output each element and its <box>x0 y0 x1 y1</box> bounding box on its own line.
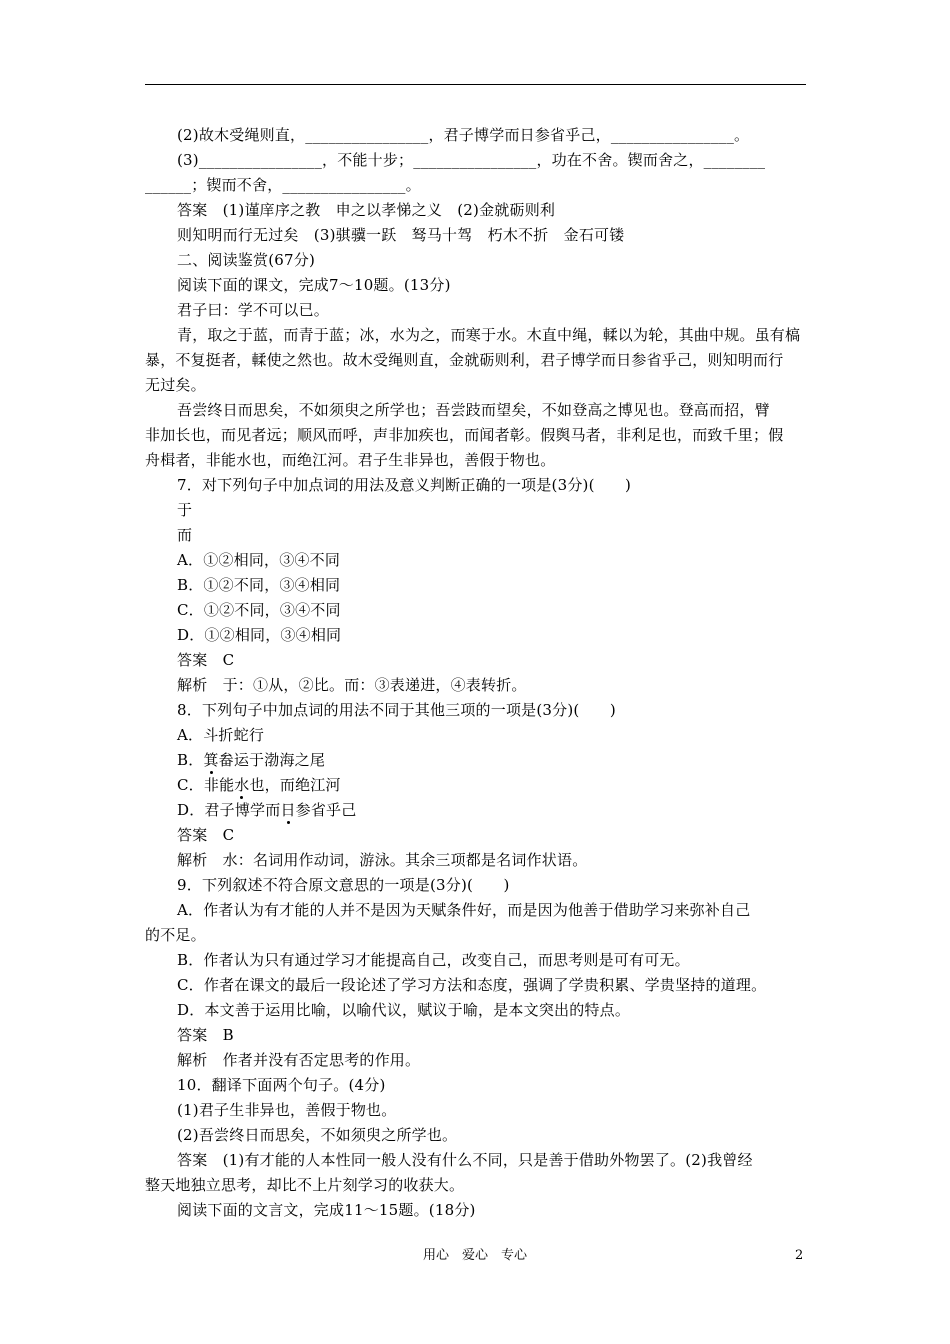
text-line: (2)吾尝终日而思矣，不如须臾之所学也。 <box>177 1126 458 1144</box>
text-line: A．作者认为有才能的人并不是因为天赋条件好，而是因为他善于借助学习来弥补自己 <box>177 901 751 919</box>
text-line: B．①②不同，③④相同 <box>177 576 341 594</box>
text-line: 阅读下面的课文，完成7～10题。(13分) <box>177 276 451 294</box>
text-line: 非加长也，而见者远；顺风而呼，声非加疾也，而闻者彰。假舆马者，非利足也，而致千里；假 <box>145 426 784 444</box>
text-line: D．本文善于运用比喻，以喻代议，赋议于喻，是本文突出的特点。 <box>177 1001 631 1019</box>
text-line: 答案 C <box>177 651 235 669</box>
text-line: C．非能水也，而绝江河 <box>177 776 341 794</box>
emphasis-dotted-char: 水 <box>234 776 250 794</box>
text-line: D．①②相同，③④相同 <box>177 626 342 644</box>
text-line: B．作者认为只有通过学习才能提高自己，改变自己，而思考则是可有可无。 <box>177 951 690 969</box>
text-line: 舟楫者，非能水也，而绝江河。君子生非异也，善假于物也。 <box>145 451 556 469</box>
text-line: 的不足。 <box>145 926 206 944</box>
page-number: 2 <box>795 1248 804 1263</box>
text-line: 答案 (1)谨庠序之教 申之以孝悌之义 (2)金就砺则利 <box>177 201 556 219</box>
text-line: A．①②相同，③④不同 <box>177 551 341 569</box>
emphasis-dotted-char: 箕 <box>203 751 219 769</box>
text-line: C．作者在课文的最后一段论述了学习方法和态度，强调了学贵积累、学贵坚持的道理。 <box>177 976 767 994</box>
text-line: 暴，不复挺者，輮使之然也。故木受绳则直，金就砺则利，君子博学而日参省乎己，则知明而行 <box>145 351 784 369</box>
text-line: 7．对下列句子中加点词的用法及意义判断正确的一项是(3分)( ) <box>177 476 632 494</box>
text-line: 阅读下面的文言文，完成11～15题。(18分) <box>177 1201 476 1219</box>
text-line: 10．翻译下面两个句子。(4分) <box>177 1076 386 1094</box>
footer-slogan: 用心 爱心 专心 <box>422 1248 527 1263</box>
text-line: D．君子博学而日参省乎己 <box>177 801 357 819</box>
text-line: 则知明而行无过矣 (3)骐骥一跃 驽马十驾 朽木不折 金石可镂 <box>177 226 625 244</box>
text-line: (1)君子生非异也，善假于物也。 <box>177 1101 397 1119</box>
text-line: (2)故木受绳则直，________________，君子博学而日参省乎己，________________。 <box>177 126 750 144</box>
text-line: C．①②不同，③④不同 <box>177 601 341 619</box>
text-line: 于 <box>177 501 193 519</box>
text-line: 整天地独立思考，却比不上片刻学习的收获大。 <box>145 1176 465 1194</box>
text-line: 解析 作者并没有否定思考的作用。 <box>177 1051 421 1069</box>
text-line: (3)________________，不能十步；________________，功在不舍。锲而舍之，________ <box>177 151 766 169</box>
header-rule <box>145 84 806 85</box>
text-line: 青，取之于蓝，而青于蓝；冰，水为之，而寒于水。木直中绳，輮以为轮，其曲中规。虽有槁 <box>177 326 801 344</box>
text-line: 无过矣。 <box>145 376 206 394</box>
text-line: 答案 (1)有才能的人本性同一般人没有什么不同，只是善于借助外物罢了。(2)我曾经 <box>177 1151 753 1169</box>
text-line: 8．下列句子中加点词的用法不同于其他三项的一项是(3分)( ) <box>177 701 616 719</box>
text-line: 解析 于：①从，②比。而：③表递进，④表转折。 <box>177 676 527 694</box>
emphasis-dotted-char: 日 <box>280 801 296 819</box>
text-line: 9．下列叙述不符合原文意思的一项是(3分)( ) <box>177 876 510 894</box>
text-line: 答案 B <box>177 1026 234 1044</box>
text-line: B．箕畚运于渤海之尾 <box>177 751 326 769</box>
text-line: 答案 C <box>177 826 235 844</box>
text-line: 君子曰：学不可以已。 <box>177 301 330 319</box>
text-line: 解析 水：名词用作动词，游泳。其余三项都是名词作状语。 <box>177 851 588 869</box>
text-line: ______；锲而不舍，________________。 <box>145 176 421 194</box>
text-line: A．斗折蛇行 <box>177 726 265 744</box>
text-line: 而 <box>177 526 193 544</box>
text-line: 吾尝终日而思矣，不如须臾之所学也；吾尝跂而望矣，不如登高之博见也。登高而招，臂 <box>177 401 770 419</box>
text-line: 二、阅读鉴赏(67分) <box>177 251 315 269</box>
